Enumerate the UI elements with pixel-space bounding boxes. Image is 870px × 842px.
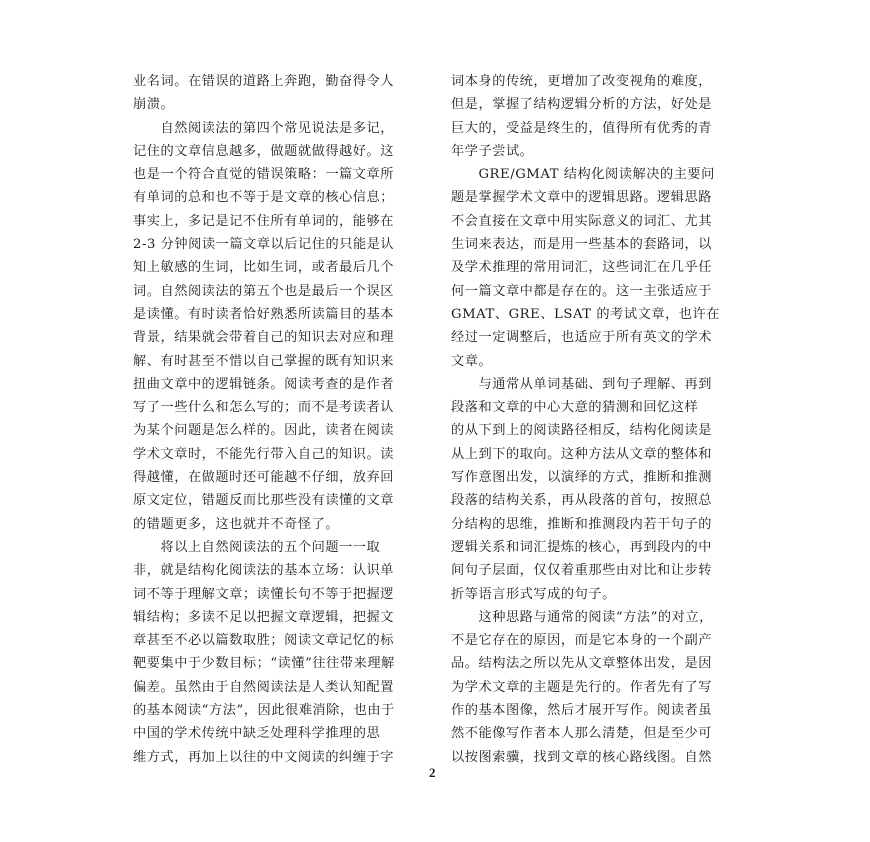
text-line: GMAT、GRE、LSAT 的考试文章，也许在 [451, 306, 721, 322]
text-line: 为学术文章的主题是先行的。作者先有了写 [451, 679, 713, 695]
text-line: 品。结构法之所以先从文章整体出发，是因 [451, 656, 713, 672]
text-line: 也是一个符合直觉的错误策略：一篇文章所 [133, 167, 395, 183]
text-line: 记住的文章信息越多，做题就做得越好。这 [133, 143, 395, 159]
text-line: 巨大的，受益是终生的，值得所有优秀的青 [451, 120, 713, 136]
text-line: 崩溃。 [133, 97, 175, 113]
left-text-column [133, 70, 420, 769]
text-line: 分结构的思维，推断和推测段内若干句子的 [451, 516, 713, 532]
text-line: 解、有时甚至不惜以自己掌握的既有知识来 [133, 353, 395, 369]
text-line: 章甚至不必以篇数取胜；阅读文章记忆的标 [133, 633, 395, 649]
text-line: 学术文章时，不能先行带入自己的知识。读 [133, 446, 395, 462]
text-line: 业名词。在错误的道路上奔跑，勤奋得令人 [133, 74, 395, 89]
text-line: 是读懂。有时读者恰好熟悉所读篇目的基本 [133, 306, 395, 322]
text-line: 偏差。虽然由于自然阅读法是人类认知配置 [133, 679, 395, 695]
text-line: 原文定位，错题反而比那些没有读懂的文章 [133, 493, 395, 509]
text-line: 以按图索骥，找到文章的核心路线图。自然 [451, 749, 713, 765]
page-number: 2 [429, 765, 436, 780]
text-line: 靶要集中于少数目标；“读懂”往往带来理解 [133, 656, 395, 672]
text-line: 作的基本图像，然后才展开写作。阅读者虽 [451, 703, 713, 719]
text-line: 词。自然阅读法的第五个也是最后一个误区 [133, 283, 395, 299]
text-line: 折等语言形式写成的句子。 [451, 586, 616, 602]
right-text-column [451, 70, 738, 769]
text-line: GRE/GMAT 结构化阅读解决的主要问 [451, 167, 715, 183]
text-line: 得越懂，在做题时还可能越不仔细，放弃回 [133, 470, 395, 486]
text-line: 事实上，多记是记不住所有单词的，能够在 [133, 213, 395, 229]
text-line: 经过一定调整后，也适应于所有英文的学术 [451, 330, 713, 346]
text-line: 知上敏感的生词，比如生词，或者最后几个 [133, 260, 395, 276]
text-line: 扭曲文章中的逻辑链条。阅读考查的是作者 [133, 376, 395, 392]
text-line: 2-3 分钟阅读一篇文章以后记住的只能是认 [133, 237, 395, 253]
text-line: 不会直接在文章中用实际意义的词汇、尤其 [451, 213, 713, 229]
text-line: 写了一些什么和怎么写的；而不是考读者认 [133, 400, 395, 416]
text-line: 辑结构；多读不足以把握文章逻辑，把握文 [133, 609, 395, 625]
text-line: 逻辑关系和词汇提炼的核心，再到段内的中 [451, 539, 713, 555]
text-line: 题是掌握学术文章中的逻辑思路。逻辑思路 [451, 190, 713, 206]
text-line: 及学术推理的常用词汇，这些词汇在几乎任 [451, 260, 713, 276]
text-line: 中国的学术传统中缺乏处理科学推理的思 [133, 726, 381, 742]
text-line: 然不能像写作者本人那么清楚，但是至少可 [451, 726, 713, 742]
text-line: 这种思路与通常的阅读“方法”的对立， [451, 609, 713, 625]
text-line: 写作意图出发，以演绎的方式，推断和推测 [451, 470, 713, 486]
text-line: 与通常从单词基础、到句子理解、再到 [451, 376, 713, 392]
text-line: 背景，结果就会带着自己的知识去对应和理 [133, 330, 395, 346]
text-line: 将以上自然阅读法的五个问题一一取 [133, 539, 381, 555]
text-line: 有单词的总和也不等于是文章的核心信息； [133, 190, 395, 206]
text-line: 何一篇文章中都是存在的。这一主张适应于 [451, 283, 713, 299]
text-line: 间句子层面，仅仅着重那些由对比和让步转 [451, 563, 713, 579]
text-line: 段落和文章的中心大意的猜测和回忆这样 [451, 400, 699, 416]
text-line: 为某个问题是怎么样的。因此，读者在阅读 [133, 423, 395, 439]
text-line: 的从下到上的阅读路径相反，结构化阅读是 [451, 423, 713, 439]
text-line: 维方式，再加上以往的中文阅读的纠缠于字 [133, 749, 395, 765]
text-line: 的错题更多，这也就并不奇怪了。 [133, 516, 340, 532]
text-line: 词不等于理解文章；读懂长句不等于把握逻 [133, 586, 395, 602]
text-line: 年学子尝试。 [451, 143, 534, 159]
text-line: 但是，掌握了结构逻辑分析的方法，好处是 [451, 97, 713, 113]
text-line: 非，就是结构化阅读法的基本立场：认识单 [133, 563, 395, 579]
text-line: 不是它存在的原因，而是它本身的一个副产 [451, 633, 713, 649]
text-line: 生词来表达，而是用一些基本的套路词，以 [451, 237, 713, 253]
text-line: 从上到下的取向。这种方法从文章的整体和 [451, 446, 713, 462]
text-line: 自然阅读法的第四个常见说法是多记， [133, 120, 395, 136]
text-line: 段落的结构关系，再从段落的首句，按照总 [451, 493, 713, 509]
text-line: 文章。 [451, 353, 493, 369]
text-line: 的基本阅读“方法”，因此很难消除，也由于 [133, 703, 395, 719]
text-line: 词本身的传统，更增加了改变视角的难度， [451, 74, 713, 89]
